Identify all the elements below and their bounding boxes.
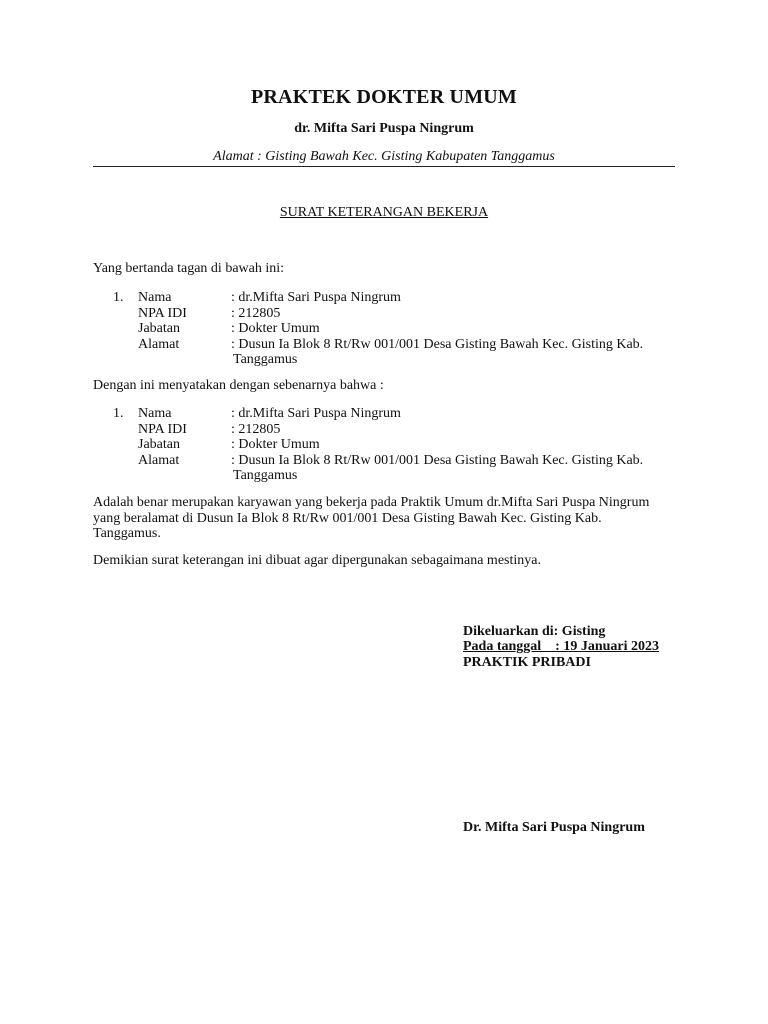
field-label: NPA IDI <box>138 305 187 321</box>
field-label: Alamat <box>138 452 180 468</box>
list-number: 1. <box>113 290 124 305</box>
statement-line-3: Tanggamus. <box>93 526 161 541</box>
field-value: : dr.Mifta Sari Puspa Ningrum <box>231 290 401 305</box>
field-label: Jabatan <box>138 437 180 452</box>
field-value: : 212805 <box>231 421 281 437</box>
practice-name: PRAKTIK PRIBADI <box>463 655 591 670</box>
field-value-continuation: Tanggamus <box>233 468 298 483</box>
statement-intro: Dengan ini menyatakan dengan sebenarnya bahwa : <box>93 378 384 393</box>
employee-row-position <box>93 437 683 453</box>
employee-details <box>93 406 683 484</box>
employee-row-npa <box>93 422 683 438</box>
field-value: : Dusun Ia Blok 8 Rt/Rw 001/001 Desa Gisting Bawah Kec. Gisting Kab. <box>231 336 644 352</box>
employee-row-name <box>93 406 683 422</box>
practice-address: Alamat : Gisting Bawah Kec. Gisting Kabupaten Tanggamus <box>213 149 555 164</box>
issued-at: Dikeluarkan di: Gisting <box>463 624 606 639</box>
employee-row-address <box>93 453 683 469</box>
signer-details <box>93 290 683 368</box>
field-value: : Dokter Umum <box>231 437 320 452</box>
intro-text: Yang bertanda tagan di bawah ini: <box>93 261 285 276</box>
field-label: Alamat <box>138 336 180 352</box>
closing-text: Demikian surat keterangan ini dibuat agar dipergunakan sebagaimana mestinya. <box>93 553 541 568</box>
field-value: : Dusun Ia Blok 8 Rt/Rw 001/001 Desa Gisting Bawah Kec. Gisting Kab. <box>231 452 644 468</box>
field-label: Nama <box>138 406 172 421</box>
signer-row-name <box>93 290 683 306</box>
statement-line-1: Adalah benar merupakan karyawan yang bekerja pada Praktik Umum dr.Mifta Sari Puspa Ningrum <box>93 495 650 510</box>
doctor-name-heading: dr. Mifta Sari Puspa Ningrum <box>294 121 474 136</box>
field-value: : Dokter Umum <box>231 321 320 336</box>
signer-row-address <box>93 337 683 353</box>
field-value: : dr.Mifta Sari Puspa Ningrum <box>231 406 401 421</box>
page-title: PRAKTEK DOKTER UMUM <box>250 86 518 108</box>
field-label: Jabatan <box>138 321 180 336</box>
field-label: Nama <box>138 290 172 305</box>
signer-row-npa <box>93 306 683 322</box>
issue-date: Pada tanggal : 19 Januari 2023 <box>463 639 660 654</box>
field-value-continuation: Tanggamus <box>233 352 298 367</box>
document-title: SURAT KETERANGAN BEKERJA <box>279 205 489 220</box>
list-number: 1. <box>113 406 124 421</box>
statement-line-2: yang beralamat di Dusun Ia Blok 8 Rt/Rw 001/001 Desa Gisting Bawah Kec. Gisting Kab. <box>93 511 602 526</box>
signer-row-position <box>93 321 683 337</box>
employee-row-address-continued <box>93 468 683 484</box>
header-divider <box>93 166 675 167</box>
signer-row-address-continued <box>93 352 683 368</box>
signature-name: Dr. Mifta Sari Puspa Ningrum <box>463 820 645 835</box>
field-label: NPA IDI <box>138 421 187 437</box>
field-value: : 212805 <box>231 305 281 321</box>
